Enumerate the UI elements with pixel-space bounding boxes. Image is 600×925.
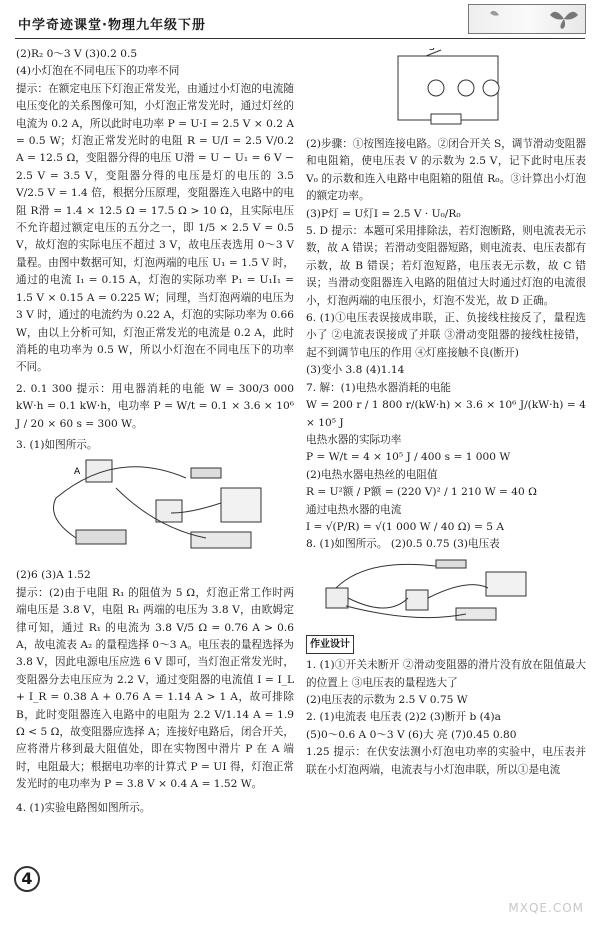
answer-line: 通过电热水器的电流 bbox=[306, 503, 402, 516]
page-header bbox=[0, 0, 600, 42]
answer-line: (5)0～0.6 A 0～3 V (6)大 亮 (7)0.45 0.80 bbox=[306, 728, 517, 741]
formula: W = 200 r / 1 800 r/(kW·h) × 3.6 × 10⁶ J/(kW·h) = 4 × 10⁵ J bbox=[306, 399, 586, 429]
answer-line: 2. 0.1 300 提示：用电器消耗的电能 W = 300/3 000 kW·h = 0.1 kW·h，电功率 P = W/t = 0.1 × 3.6 × 10⁶ J / 20 × 60 s = 300 W。 bbox=[16, 382, 294, 430]
formula: P = W/t = 4 × 10⁵ J / 400 s = 1 000 W bbox=[306, 451, 511, 464]
meter-label: A bbox=[74, 467, 81, 478]
header-rule bbox=[15, 38, 585, 39]
answer-line: 电热水器的实际功率 bbox=[306, 433, 402, 446]
hint-paragraph: 1.25 提示：在伏安法测小灯泡电功率的实验中，电压表并联在小灯泡两端，电流表与小灯泡串联，所以①是电流 bbox=[306, 746, 586, 776]
answer-line: 8. (1)如图所示。 (2)0.5 0.75 (3)电压表 bbox=[306, 538, 500, 551]
hint-paragraph: 提示：在额定电压下灯泡正常发光，由通过小灯泡的电流随电压变化的关系图像可知，小灯泡正常发光时，通过灯丝的电流为 0.2 A，所以此时电功率 P = U·I = 2.5 V × 0.2 A = 0.5 W；灯泡正常发光时的电阻 R = U/I = 2.5 V/0.2 A = 12.5 Ω，变阻器分得的电压 U滑 = U − U₁ = 6 V − 2.5 V = 3.5 V，变阻器分得的电压是灯的电压的 3.5 V/2.5 V = 1.4 倍，根据分压原理，变阻器连入电路中的电阻 R滑 = 1.4 × 12.5 Ω = 17.5 Ω > 10 Ω，且实际电压不允许超过额定电压的五分之一，即 1/5 × 2.5 V = 0.5 V，故灯泡的实际电压不超过 3 V，故电压表选用 0～3 V 量程。由图中数据可知，灯泡两端的电压 U₁ = 1.5 V 时，通过的电流 I₁ = 0.15 A，灯泡的实际功率 P₁ = U₁I₁ = 1.5 V × 0.15 A = 0.225 W；同理，当灯泡两端的电压为 3 V 时，通过的电流约为 0.22 A，灯泡的实际功率为 0.66 W，由以上分析可知，灯泡正常发光的电流是 0.2 A，此时消耗的电功率为 0.5 W，所以小灯泡在不同电压下的功率不同。 bbox=[16, 82, 294, 374]
header-title: 中学奇迹课堂·物理九年级下册 bbox=[18, 18, 206, 33]
watermark: MXQE.COM bbox=[508, 901, 584, 915]
right-column bbox=[306, 46, 586, 779]
answer-line: 7. 解：(1)电热水器消耗的电能 bbox=[306, 381, 452, 394]
answer-line: (3)变小 3.8 (4)1.14 bbox=[306, 364, 405, 377]
answer-line: 6. (1)①电压表误接成串联，正、负接线柱接反了，量程选小了 ②电流表误接成了并联 ③滑动变阻器的接线柱接错，起不到调节电压的作用 ④灯座接触不良(断开) bbox=[306, 312, 586, 359]
answer-line: (2)电热水器电热丝的电阻值 bbox=[306, 468, 438, 481]
hint-paragraph: 提示：(2)由于电阻 R₁ 的阻值为 5 Ω，灯泡正常工作时两端电压是 3.8 V，电阻 R₁ 两端的电压为 3.8 V，由欧姆定律可知，通过 R₁ 的电流为 3.8 V/5 Ω = 0.76 A > 0.6 A，故电流表 A₂ 的量程选择 0～3 A。电压表的量程选择为 3.8 V，因此电源电压应选 6 V 即可，当灯泡正常发光时，变阻器分去电压应为 2.2 V，通过变阻器的电流值 I = I_L + I_R = 0.38 A + 0.76 A = 1.14 A > 1 A，故可排除 B，此时变阻器连入电路中的电阻为 2.2 V/1.14 A = 1.9 Ω < 5 Ω，故变阻器应选择 A；连接好电路后，闭合开关，应将滑片移到最大阻值处，即在实物图中滑片 P 在 A 端时，电阻最大；根据电功率的计算式 P = UI 得，灯泡正常发光时的电功率为 P = 3.8 V × 0.4 A = 1.52 W。 bbox=[16, 586, 294, 791]
answer-line: (2)R₂ 0～3 V (3)0.2 0.5 bbox=[16, 48, 138, 60]
answer-line: (4)小灯泡在不同电压下的功率不同 bbox=[16, 65, 180, 78]
butterfly-icon bbox=[469, 5, 587, 35]
section-badge: 作业设计 bbox=[306, 635, 354, 654]
page-number: 4 bbox=[14, 866, 40, 892]
answer-line: 1. (1)①开关未断开 ②滑动变阻器的滑片没有放在阻值最大的位置上 ③电压表的量程选大了 bbox=[306, 659, 586, 689]
answer-line: 2. (1)电流表 电压表 (2)2 (3)断开 b (4)a bbox=[306, 711, 501, 724]
formula: R = U²额 / P额 = (220 V)² / 1 210 W = 40 Ω bbox=[306, 486, 537, 499]
circuit-diagram bbox=[306, 558, 586, 628]
left-column bbox=[16, 46, 294, 817]
answer-line: 4. (1)实验电路图如图所示。 bbox=[16, 801, 151, 814]
header-banner bbox=[468, 4, 586, 34]
answer-line: (2)6 (3)A 1.52 bbox=[16, 569, 91, 582]
answer-line: (2)步骤：①按图连接电路。②闭合开关 S，调节滑动变阻器和电阻箱，使电压表 V 的示数为 2.5 V，记下此时电压表 V₀ 的示数和连入电路中电阻箱的阻值 R₀。③计算出小灯泡的额定功率。 bbox=[306, 138, 586, 203]
formula: I = √(P/R) = √(1 000 W / 40 Ω) = 5 A bbox=[306, 520, 505, 533]
svg-text:S: S bbox=[429, 48, 435, 53]
circuit-diagram bbox=[16, 458, 294, 563]
answer-line: (3)P灯 = U灯I = 2.5 V · U₀/R₀ bbox=[306, 207, 461, 220]
answer-line: 5. D 提示：本题可采用排除法，若灯泡断路，则电流表无示数，故 A 错误；若滑动变阻器短路，则电流表、电压表都有示数，故 B 错误；若灯泡短路，电压表无示数，故 C 错误；当滑动变阻器连入电路的阻值过大时通过灯泡的电流很小，灯泡两端的电压很小，灯泡不发光，故 D 正确。 bbox=[306, 225, 586, 307]
answer-line: (2)电压表的示数为 2.5 V 0.75 W bbox=[306, 693, 468, 706]
circuit-schematic bbox=[306, 48, 586, 132]
answer-line: 3. (1)如图所示。 bbox=[16, 438, 98, 451]
